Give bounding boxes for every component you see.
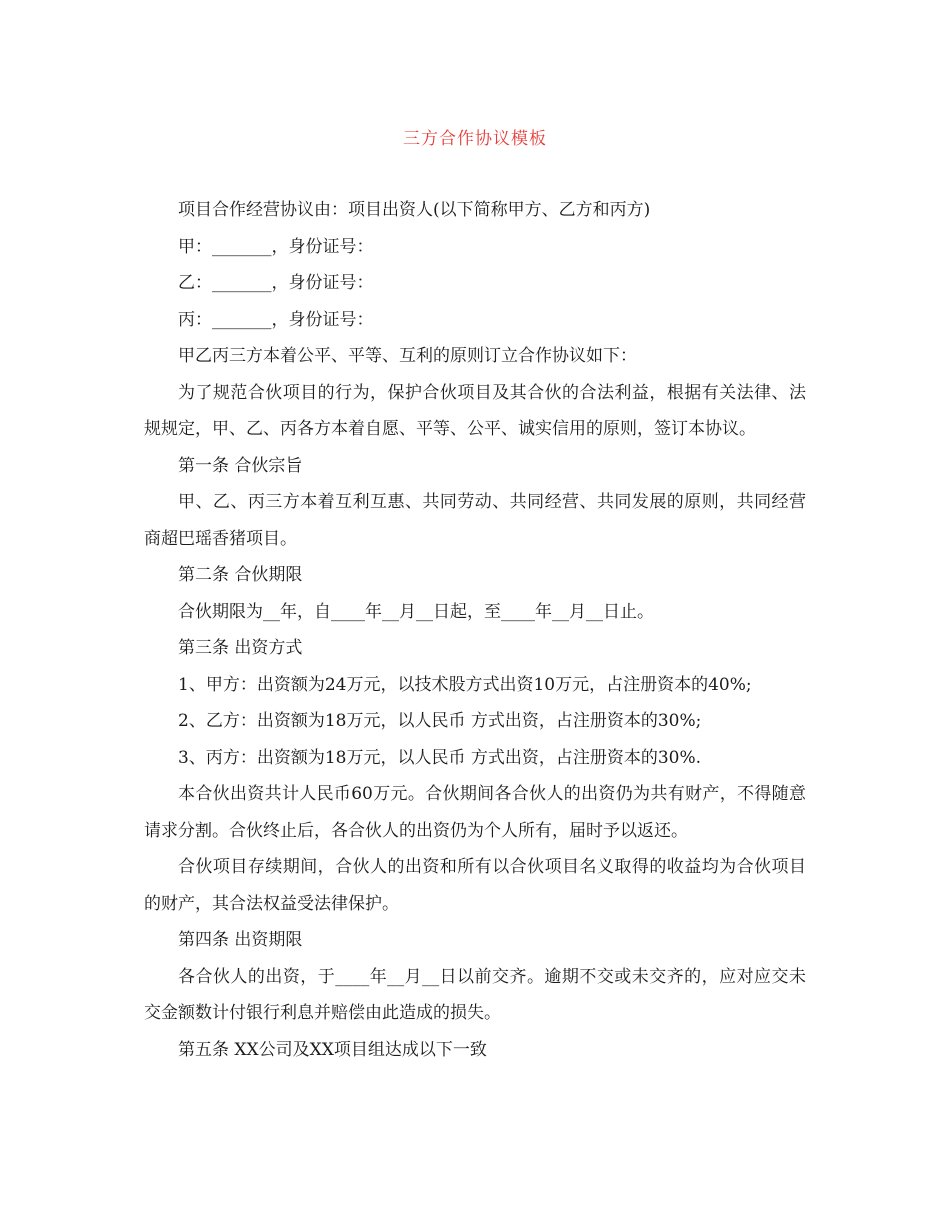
article-3-item-1: 1、甲方：出资额为24万元，以技术股方式出资10万元，占注册资本的40%;	[178, 674, 752, 695]
article-4-heading: 第四条 出资期限	[178, 930, 303, 950]
article-3-property: 合伙项目存续期间，合伙人的出资和所有以合伙项目名义取得的收益均为合伙项目的财产，其合法权益受法律保护。	[144, 857, 806, 914]
document-body	[144, 192, 806, 1068]
article-1-body: 甲、乙、丙三方本着互利互惠、共同劳动、共同经营、共同发展的原则，共同经营商超巴瑶香猪项目。	[144, 492, 806, 549]
paragraph-purpose: 为了规范合伙项目的行为，保护合伙项目及其合伙的合法利益，根据有关法律、法规规定，甲、乙、丙各方本着自愿、平等、公平、诚实信用的原则，签订本协议。	[144, 382, 806, 439]
article-5-heading: 第五条 XX公司及XX项目组达成以下一致	[178, 1039, 487, 1060]
paragraph-principle: 甲乙丙三方本着公平、平等、互利的原则订立合作协议如下：	[178, 346, 637, 366]
article-1-heading: 第一条 合伙宗旨	[178, 455, 303, 476]
article-3-total: 本合伙出资共计人民币60万元。合伙期间各合伙人的出资仍为共有财产，不得随意请求分割。合伙终止后，各合伙人的出资仍为个人所有，届时予以返还。	[144, 784, 806, 841]
article-4-body: 各合伙人的出资，于____年__月__日以前交齐。逾期不交或未交齐的，应对应交未交金额数计付银行利息并赔偿由此造成的损失。	[144, 966, 806, 1023]
paragraph-party-c: 丙：_______，身份证号：	[178, 309, 374, 330]
article-2-body: 合伙期限为__年，自____年__月__日起，至____年__月__日止。	[178, 601, 654, 622]
paragraph-intro: 项目合作经营协议由：项目出资人(以下简称甲方、乙方和丙方)	[178, 200, 651, 220]
paragraph-party-b: 乙：_______，身份证号：	[178, 273, 374, 293]
paragraph-party-a: 甲：_______，身份证号：	[178, 236, 374, 257]
article-3-item-2: 2、乙方：出资额为18万元，以人民币 方式出资，占注册资本的30%;	[178, 711, 702, 731]
document-title: 三方合作协议模板	[403, 129, 547, 149]
article-2-heading: 第二条 合伙期限	[178, 565, 303, 585]
article-3-heading: 第三条 出资方式	[178, 638, 303, 658]
article-3-item-3: 3、丙方：出资额为18万元，以人民币 方式出资，占注册资本的30%.	[178, 747, 702, 768]
